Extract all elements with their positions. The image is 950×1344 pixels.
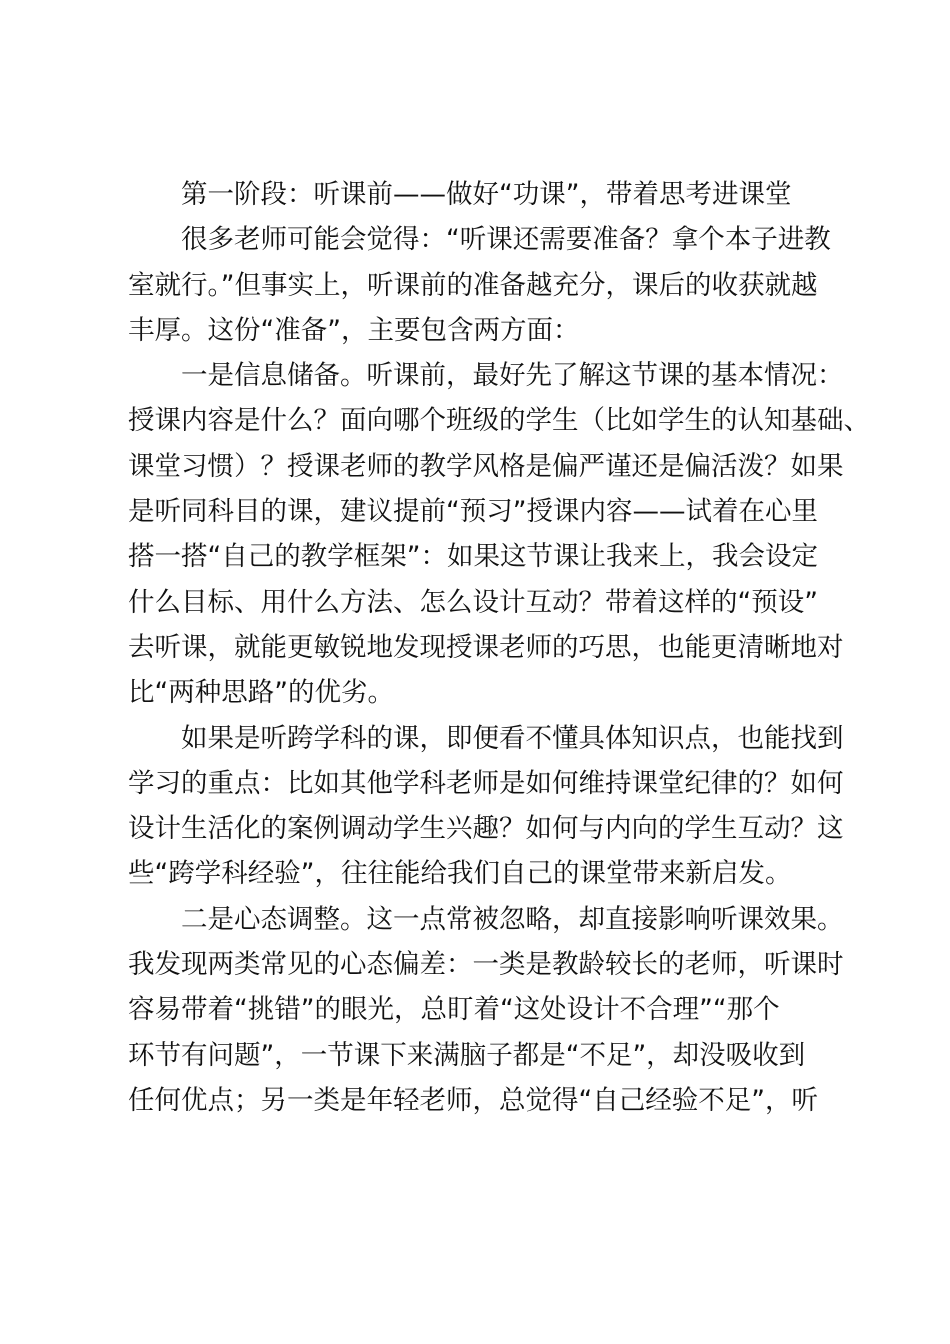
paragraph-line: 我发现两类常见的心态偏差：一类是教龄较长的老师，听课时 bbox=[128, 949, 844, 981]
paragraph-line: 些“跨学科经验”，往往能给我们自己的课堂带来新启发。 bbox=[128, 858, 792, 890]
paragraph-line: 容易带着“挑错”的眼光，总盯着“这处设计不合理”“那个 bbox=[128, 994, 780, 1026]
paragraph-line: 环节有问题”，一节课下来满脑子都是“不足”，却没吸收到 bbox=[128, 1039, 806, 1071]
paragraph-line: 授课内容是什么？面向哪个班级的学生（比如学生的认知基础、 bbox=[128, 405, 870, 437]
paragraph-line: 一是信息储备。听课前，最好先了解这节课的基本情况： bbox=[181, 360, 844, 392]
paragraph-line: 搭一搭“自己的教学框架”：如果这节课让我来上，我会设定 bbox=[128, 541, 818, 573]
paragraph-line: 设计生活化的案例调动学生兴趣？如何与内向的学生互动？这 bbox=[128, 813, 844, 845]
paragraph-line: 如果是听跨学科的课，即便看不懂具体知识点，也能找到 bbox=[181, 722, 844, 754]
paragraph-line: 室就行。”但事实上，听课前的准备越充分，课后的收获就越 bbox=[128, 269, 818, 301]
section-heading: 第一阶段：听课前——做好“功课”，带着思考进课堂 bbox=[181, 179, 792, 210]
paragraph-line: 比“两种思路”的优劣。 bbox=[128, 677, 394, 709]
paragraph-line: 丰厚。这份“准备”，主要包含两方面： bbox=[128, 314, 580, 346]
paragraph-line: 很多老师可能会觉得：“听课还需要准备？拿个本子进教 bbox=[181, 224, 831, 256]
paragraph-line: 学习的重点：比如其他学科老师是如何维持课堂纪律的？如何 bbox=[128, 767, 844, 799]
paragraph-line: 二是心态调整。这一点常被忽略，却直接影响听课效果。 bbox=[181, 903, 844, 935]
paragraph-line: 什么目标、用什么方法、怎么设计互动？带着这样的“预设” bbox=[128, 586, 818, 618]
paragraph-line: 课堂习惯）？授课老师的教学风格是偏严谨还是偏活泼？如果 bbox=[128, 450, 844, 482]
paragraph-line: 去听课，就能更敏锐地发现授课老师的巧思，也能更清晰地对 bbox=[128, 631, 844, 663]
body-text bbox=[128, 172, 870, 1123]
paragraph-line: 是听同科目的课，建议提前“预习”授课内容——试着在心里 bbox=[128, 496, 818, 528]
paragraph-line: 任何优点；另一类是年轻老师，总觉得“自己经验不足”，听 bbox=[128, 1084, 818, 1116]
